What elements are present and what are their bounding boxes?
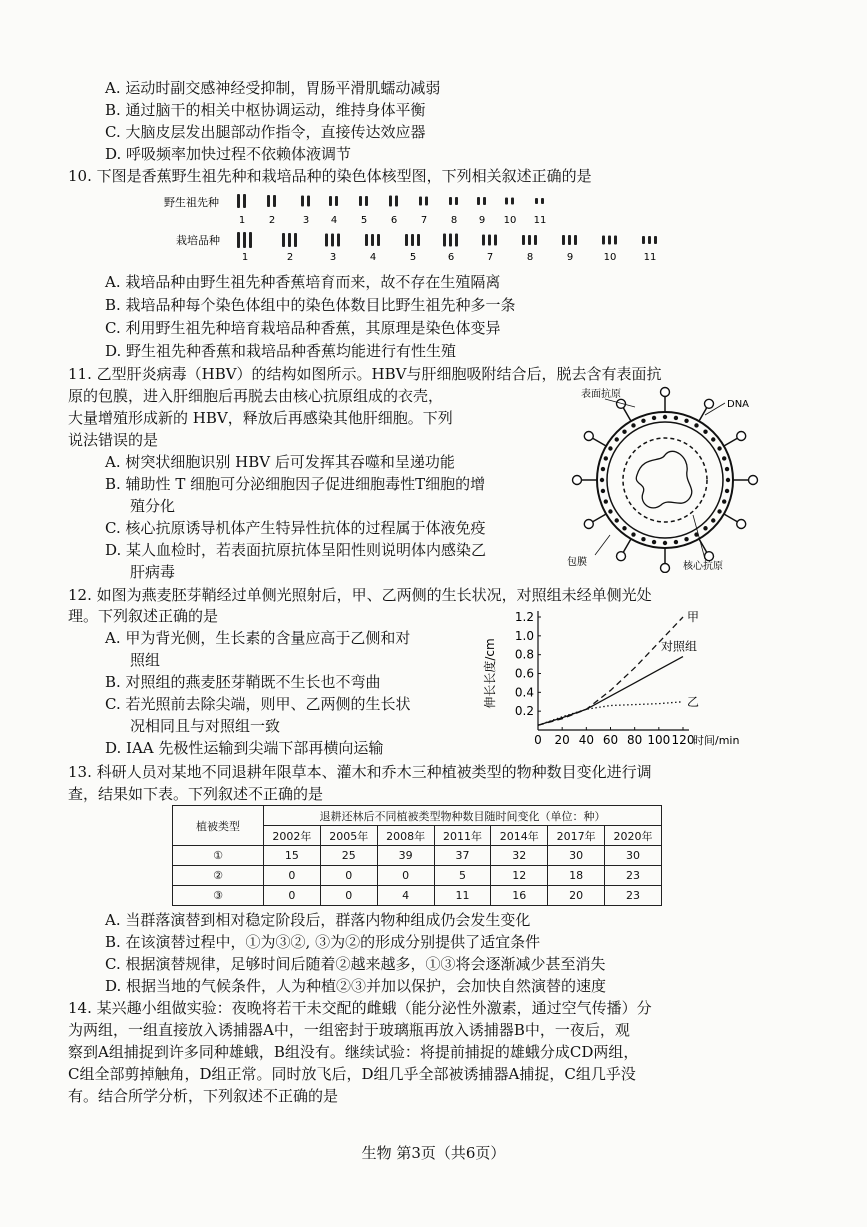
envelope-bead bbox=[684, 419, 688, 423]
spike-head bbox=[737, 520, 746, 529]
table-cell: 0 bbox=[320, 866, 377, 886]
chromosome bbox=[282, 233, 285, 247]
q11-option-b: B. 辅助性 T 细胞可分泌细胞因子促进细胞毒性T细胞的增 bbox=[105, 475, 486, 493]
chromosome bbox=[654, 236, 657, 244]
table-row bbox=[173, 866, 662, 886]
q12-stem-line1: 12. 如图为燕麦胚芽鞘经过单侧光照射后，甲、乙两侧的生长状况，对照组未经单侧光处 bbox=[68, 586, 652, 604]
q11-stem-line2: 原的包膜，进入肝细胞后再脱去由核心抗原组成的衣壳， bbox=[68, 387, 444, 405]
chromosome bbox=[455, 197, 458, 205]
chromosome bbox=[443, 234, 446, 247]
y-tick-label: 0.2 bbox=[514, 704, 534, 719]
year-cell: 2020年 bbox=[605, 826, 662, 846]
series-label: 对照组 bbox=[661, 639, 698, 654]
spike-head bbox=[661, 388, 670, 397]
q14-line1: 14. 某兴趣小组做实验：夜晚将若干未交配的雌蛾（能分泌性外激素，通过空气传播）分 bbox=[68, 999, 652, 1017]
spike-head bbox=[737, 432, 746, 441]
envelope-bead bbox=[726, 478, 730, 482]
table-cell: 20 bbox=[548, 886, 605, 906]
chromosome bbox=[522, 235, 525, 245]
envelope-bead bbox=[694, 532, 698, 536]
envelope-bead bbox=[608, 509, 612, 513]
chromosome bbox=[243, 232, 246, 248]
q9-option-d: D. 呼吸频率加快过程不依赖体液调节 bbox=[105, 145, 352, 163]
chromosome bbox=[574, 235, 577, 245]
year-cell: 2005年 bbox=[320, 826, 377, 846]
envelope-bead bbox=[608, 446, 612, 450]
chromosome bbox=[602, 236, 605, 245]
capsid bbox=[623, 438, 707, 522]
table-row bbox=[173, 886, 662, 906]
chromosome bbox=[371, 234, 374, 246]
table-cell: 0 bbox=[320, 886, 377, 906]
series-line bbox=[538, 702, 683, 726]
q11-stem-line1: 11. 乙型肝炎病毒（HBV）的结构如图所示。HBV与肝细胞吸附结合后，脱去含有表面抗 bbox=[68, 365, 662, 383]
chromosome bbox=[614, 236, 617, 245]
envelope-bead bbox=[674, 416, 678, 420]
envelope-outer bbox=[597, 412, 733, 548]
q9-option-c: C. 大脑皮层发出腿部动作指令，直接传达效应器 bbox=[105, 123, 426, 141]
q13-option-b: B. 在该演替过程中，①为③②, ③为②的形成分别提供了适宜条件 bbox=[105, 933, 541, 951]
spike-stem bbox=[623, 539, 631, 553]
chart-axes bbox=[538, 611, 689, 730]
kn2-6: 6 bbox=[447, 252, 455, 263]
spike-stem bbox=[623, 407, 631, 421]
x-tick-label: 0 bbox=[534, 733, 542, 747]
page-footer: 生物 第3页（共6页） bbox=[361, 1144, 506, 1162]
x-tick-label: 40 bbox=[578, 733, 594, 747]
q10-option-d: D. 野生祖先种香蕉和栽培品种香蕉均能进行有性生殖 bbox=[105, 342, 457, 360]
year-cell: 2017年 bbox=[548, 826, 605, 846]
y-tick-label: 0.4 bbox=[514, 685, 534, 700]
table-cell: 18 bbox=[548, 866, 605, 886]
chromosome bbox=[488, 235, 491, 246]
series-label: 甲 bbox=[687, 610, 700, 624]
q10-stem: 10. 下图是香蕉野生祖先种和栽培品种的染色体核型图，下列相关叙述正确的是 bbox=[68, 167, 592, 185]
chromosome bbox=[642, 236, 645, 244]
chromosome bbox=[359, 196, 362, 206]
kn2-9: 9 bbox=[566, 252, 574, 263]
q13-option-d: D. 根据当地的气候条件，人为种植②③并加以保护，会加快自然演替的速度 bbox=[105, 977, 607, 995]
kn1-7: 7 bbox=[420, 215, 428, 226]
chromosome bbox=[528, 235, 531, 245]
chromosome bbox=[449, 234, 452, 247]
table-cell: 37 bbox=[434, 846, 491, 866]
row-label: ② bbox=[173, 866, 264, 886]
chromosome bbox=[562, 235, 565, 245]
dna-strand bbox=[636, 451, 692, 508]
spike-head bbox=[584, 520, 593, 529]
envelope-bead bbox=[652, 540, 656, 544]
envelope-bead bbox=[652, 416, 656, 420]
kn2-4: 4 bbox=[369, 252, 377, 263]
chromosome bbox=[568, 235, 571, 245]
x-tick-label: 20 bbox=[554, 733, 570, 747]
q9-option-a: A. 运动时副交感神经受抑制，胃肠平滑肌蠕动减弱 bbox=[105, 79, 441, 97]
karyotype-row1-numbers bbox=[239, 215, 547, 226]
envelope-bead bbox=[631, 532, 635, 536]
chromosome bbox=[541, 198, 544, 204]
hbv-structure-figure bbox=[565, 385, 765, 573]
kn1-11: 11 bbox=[533, 215, 547, 226]
karyotype-row2-label: 栽培品种 bbox=[176, 234, 220, 247]
q13-stem-line2: 查，结果如下表。下列叙述不正确的是 bbox=[68, 785, 324, 803]
karyotype-figure bbox=[160, 190, 680, 265]
chart-ylabel: 伸长长度/cm bbox=[483, 638, 497, 709]
table-cell: 30 bbox=[605, 846, 662, 866]
chromosome bbox=[365, 234, 368, 246]
table-cell: 23 bbox=[605, 886, 662, 906]
envelope-bead bbox=[641, 537, 645, 541]
table-cell: 0 bbox=[264, 866, 321, 886]
kn1-4: 4 bbox=[330, 215, 338, 226]
table-header-type: 植被类型 bbox=[173, 806, 264, 846]
chromosome bbox=[337, 234, 340, 247]
year-cell: 2002年 bbox=[264, 826, 321, 846]
q10-option-b: B. 栽培品种每个染色体组中的染色体数目比野生祖先种多一条 bbox=[105, 296, 516, 314]
label-core-antigen: 核心抗原 bbox=[683, 561, 723, 572]
chromosome bbox=[389, 196, 392, 207]
spike-head bbox=[705, 552, 714, 561]
chromosome bbox=[237, 232, 240, 248]
chromosome bbox=[294, 233, 297, 247]
table-header-group: 退耕还林后不同植被类型物种数目随时间变化（单位：种） bbox=[264, 806, 662, 826]
chromosome bbox=[535, 198, 538, 204]
chromosome bbox=[331, 234, 334, 247]
chromosome bbox=[534, 235, 537, 245]
envelope-bead bbox=[622, 526, 626, 530]
series-label: 乙 bbox=[687, 694, 700, 709]
envelope-bead bbox=[604, 456, 608, 460]
y-tick-label: 1.2 bbox=[514, 610, 534, 624]
envelope-bead bbox=[674, 540, 678, 544]
table-row bbox=[173, 846, 662, 866]
x-tick-label: 60 bbox=[602, 733, 619, 747]
table-cell: 0 bbox=[264, 886, 321, 906]
envelope-bead bbox=[601, 489, 605, 493]
label-dna: DNA bbox=[727, 399, 750, 410]
chromosome bbox=[494, 235, 497, 246]
chromosome bbox=[395, 196, 398, 207]
chromosome bbox=[648, 236, 651, 244]
spike-stem bbox=[724, 438, 738, 446]
q14-line3: 察到A组捕捉到许多同种雄蛾，B组没有。继续试验：将提前捕捉的雄蛾分成CD两组， bbox=[68, 1043, 639, 1061]
q10-option-c: C. 利用野生祖先种培育栽培品种香蕉，其原理是染色体变异 bbox=[105, 319, 501, 337]
chromosome bbox=[455, 234, 458, 247]
envelope-bead bbox=[631, 423, 635, 427]
envelope-bead bbox=[684, 537, 688, 541]
q11-option-a: A. 树突状细胞识别 HBV 后可发挥其吞噬和呈递功能 bbox=[105, 453, 455, 471]
kn2-3: 3 bbox=[329, 252, 337, 263]
q11-option-d: D. 某人血检时，若表面抗原抗体呈阳性则说明体内感染乙 bbox=[105, 541, 487, 559]
chart-ticks bbox=[514, 610, 698, 747]
chromosome bbox=[249, 232, 252, 248]
kn1-10: 10 bbox=[503, 215, 517, 226]
q12-option-a: A. 甲为背光侧，生长素的含量应高于乙侧和对 bbox=[105, 629, 411, 647]
envelope-bead bbox=[703, 526, 707, 530]
chromosome bbox=[511, 198, 514, 205]
series-line bbox=[538, 617, 683, 725]
envelope-bead bbox=[725, 467, 729, 471]
q12-option-c-cont: 况相同且与对照组一致 bbox=[130, 717, 281, 735]
q11-option-c: C. 核心抗原诱导机体产生特异性抗体的过程属于体液免疫 bbox=[105, 519, 486, 537]
kn1-6: 6 bbox=[390, 215, 398, 226]
spike-head bbox=[705, 399, 714, 408]
q14-line5: 有。结合所学分析，下列叙述不正确的是 bbox=[68, 1087, 339, 1105]
kn1-5: 5 bbox=[360, 215, 368, 226]
q12-stem-line2: 理。下列叙述正确的是 bbox=[68, 607, 219, 625]
kn1-9: 9 bbox=[478, 215, 486, 226]
envelope-bead bbox=[622, 430, 626, 434]
q12-option-d: D. IAA 先极性运输到尖端下部再横向运输 bbox=[105, 739, 384, 757]
chromosome bbox=[425, 197, 428, 206]
envelope-bead bbox=[604, 499, 608, 503]
table-cell: 30 bbox=[548, 846, 605, 866]
envelope-inner bbox=[607, 422, 723, 538]
label-envelope: 包膜 bbox=[567, 557, 587, 568]
karyotype-row1-chromosomes bbox=[237, 194, 544, 208]
envelope-bead bbox=[663, 541, 667, 545]
q11-stem-line3: 大量增殖形成新的 HBV，释放后再感染其他肝细胞。下列 bbox=[68, 409, 453, 427]
envelope-beads bbox=[600, 415, 730, 545]
envelope-bead bbox=[703, 430, 707, 434]
envelope-bead bbox=[600, 478, 604, 482]
table-cell: 4 bbox=[377, 886, 434, 906]
chromosome bbox=[301, 196, 304, 207]
kn2-8: 8 bbox=[526, 252, 534, 263]
envelope-bead bbox=[722, 456, 726, 460]
karyotype-row2-numbers bbox=[242, 252, 657, 263]
chromosome bbox=[405, 234, 408, 246]
spike-stem bbox=[592, 514, 606, 522]
spike-head bbox=[573, 476, 582, 485]
chromosome bbox=[377, 234, 380, 246]
table-cell: 23 bbox=[605, 866, 662, 886]
table-cell: 0 bbox=[377, 866, 434, 886]
q13-option-a: A. 当群落演替到相对稳定阶段后，群落内物种组成仍会发生变化 bbox=[105, 911, 531, 929]
q13-option-c: C. 根据演替规律，足够时间后随着②越来越多，①③将会逐渐减少甚至消失 bbox=[105, 955, 606, 973]
q12-option-b: B. 对照组的燕麦胚芽鞘既不生长也不弯曲 bbox=[105, 673, 381, 691]
table-cell: 12 bbox=[491, 866, 548, 886]
kn2-1: 1 bbox=[241, 252, 249, 263]
chromosome bbox=[335, 196, 338, 206]
q9-option-b: B. 通过脑干的相关中枢协调运动，维持身体平衡 bbox=[105, 101, 426, 119]
y-tick-label: 0.8 bbox=[514, 647, 534, 662]
chromosome bbox=[237, 194, 240, 208]
kn2-11: 11 bbox=[643, 252, 657, 263]
chromosome bbox=[267, 195, 270, 207]
q10-option-a: A. 栽培品种由野生祖先种香蕉培育而来，故不存在生殖隔离 bbox=[105, 273, 501, 291]
spike-head bbox=[661, 564, 670, 573]
chromosome bbox=[449, 197, 452, 205]
chromosome bbox=[505, 198, 508, 205]
q11-option-b-cont: 殖分化 bbox=[130, 497, 176, 515]
chart-series-labels bbox=[661, 610, 699, 709]
q14-line2: 为两组，一组直接放入诱捕器A中，一组密封于玻璃瓶再放入诱捕器B中，一夜后，观 bbox=[68, 1021, 630, 1039]
row-label: ① bbox=[173, 846, 264, 866]
spike-head bbox=[749, 476, 758, 485]
spike-stem bbox=[724, 514, 738, 522]
chromosome bbox=[325, 234, 328, 247]
envelope-bead bbox=[717, 446, 721, 450]
envelope-bead bbox=[601, 467, 605, 471]
chromosome bbox=[477, 197, 480, 205]
envelope-bead bbox=[615, 518, 619, 522]
envelope-bead bbox=[711, 437, 715, 441]
envelope-bead bbox=[615, 437, 619, 441]
envelope-bead bbox=[711, 518, 715, 522]
q12-option-a-cont: 照组 bbox=[130, 651, 161, 669]
chromosome bbox=[608, 236, 611, 245]
chromosome bbox=[307, 196, 310, 207]
spike-stem bbox=[592, 438, 606, 446]
table-cell: 16 bbox=[491, 886, 548, 906]
kn2-2: 2 bbox=[286, 252, 294, 263]
table-cell: 39 bbox=[377, 846, 434, 866]
kn1-3: 3 bbox=[302, 215, 310, 226]
envelope-leader bbox=[595, 535, 610, 555]
table-cell: 25 bbox=[320, 846, 377, 866]
chromosome bbox=[483, 197, 486, 205]
table-cell: 32 bbox=[491, 846, 548, 866]
chromosome bbox=[411, 234, 414, 246]
kn2-5: 5 bbox=[409, 252, 417, 263]
x-tick-label: 80 bbox=[627, 733, 643, 747]
kn1-1: 1 bbox=[238, 215, 246, 226]
year-cell: 2011年 bbox=[434, 826, 491, 846]
chart-xlabel: 时间/min bbox=[693, 734, 740, 747]
kn2-7: 7 bbox=[486, 252, 494, 263]
spike-head bbox=[617, 552, 626, 561]
y-tick-label: 0.6 bbox=[514, 666, 534, 681]
table-cell: 15 bbox=[264, 846, 321, 866]
table-cell: 11 bbox=[434, 886, 491, 906]
kn1-2: 2 bbox=[268, 215, 276, 226]
q14-line4: C组全部剪掉触角，D组正常。同时放飞后，D组几乎全部被诱捕器A捕捉，C组几乎没 bbox=[68, 1065, 636, 1083]
spike-head bbox=[584, 432, 593, 441]
chart-series bbox=[538, 617, 683, 725]
chromosome bbox=[419, 197, 422, 206]
chromosome bbox=[288, 233, 291, 247]
kn1-8: 8 bbox=[450, 215, 458, 226]
karyotype-row1-label: 野生祖先种 bbox=[164, 196, 219, 209]
karyotype-row2-chromosomes bbox=[237, 232, 657, 248]
x-tick-label: 100 bbox=[647, 733, 671, 747]
label-surface-antigen: 表面抗原 bbox=[581, 389, 621, 400]
q11-option-d-cont: 肝病毒 bbox=[130, 563, 176, 581]
table-cell: 5 bbox=[434, 866, 491, 886]
envelope-bead bbox=[717, 509, 721, 513]
year-cell: 2008年 bbox=[377, 826, 434, 846]
envelope-bead bbox=[722, 499, 726, 503]
chromosome bbox=[329, 196, 332, 206]
growth-line-chart bbox=[478, 605, 763, 750]
year-cell: 2014年 bbox=[491, 826, 548, 846]
chromosome bbox=[273, 195, 276, 207]
x-tick-label: 120 bbox=[671, 733, 695, 747]
y-tick-label: 1.0 bbox=[514, 628, 534, 643]
q13-stem-line1: 13. 科研人员对某地不同退耕年限草本、灌木和乔木三种植被类型的物种数目变化进行调 bbox=[68, 763, 652, 781]
kn2-10: 10 bbox=[603, 252, 617, 263]
envelope-bead bbox=[694, 423, 698, 427]
chromosome bbox=[243, 194, 246, 208]
envelope-bead bbox=[641, 419, 645, 423]
row-label: ③ bbox=[173, 886, 264, 906]
chromosome bbox=[417, 234, 420, 246]
species-table bbox=[172, 805, 662, 906]
q12-option-c: C. 若光照前去除尖端，则甲、乙两侧的生长状 bbox=[105, 695, 411, 713]
envelope-bead bbox=[663, 415, 667, 419]
chromosome bbox=[482, 235, 485, 246]
q11-stem-line4: 说法错误的是 bbox=[68, 431, 159, 449]
chromosome bbox=[365, 196, 368, 206]
envelope-bead bbox=[725, 489, 729, 493]
